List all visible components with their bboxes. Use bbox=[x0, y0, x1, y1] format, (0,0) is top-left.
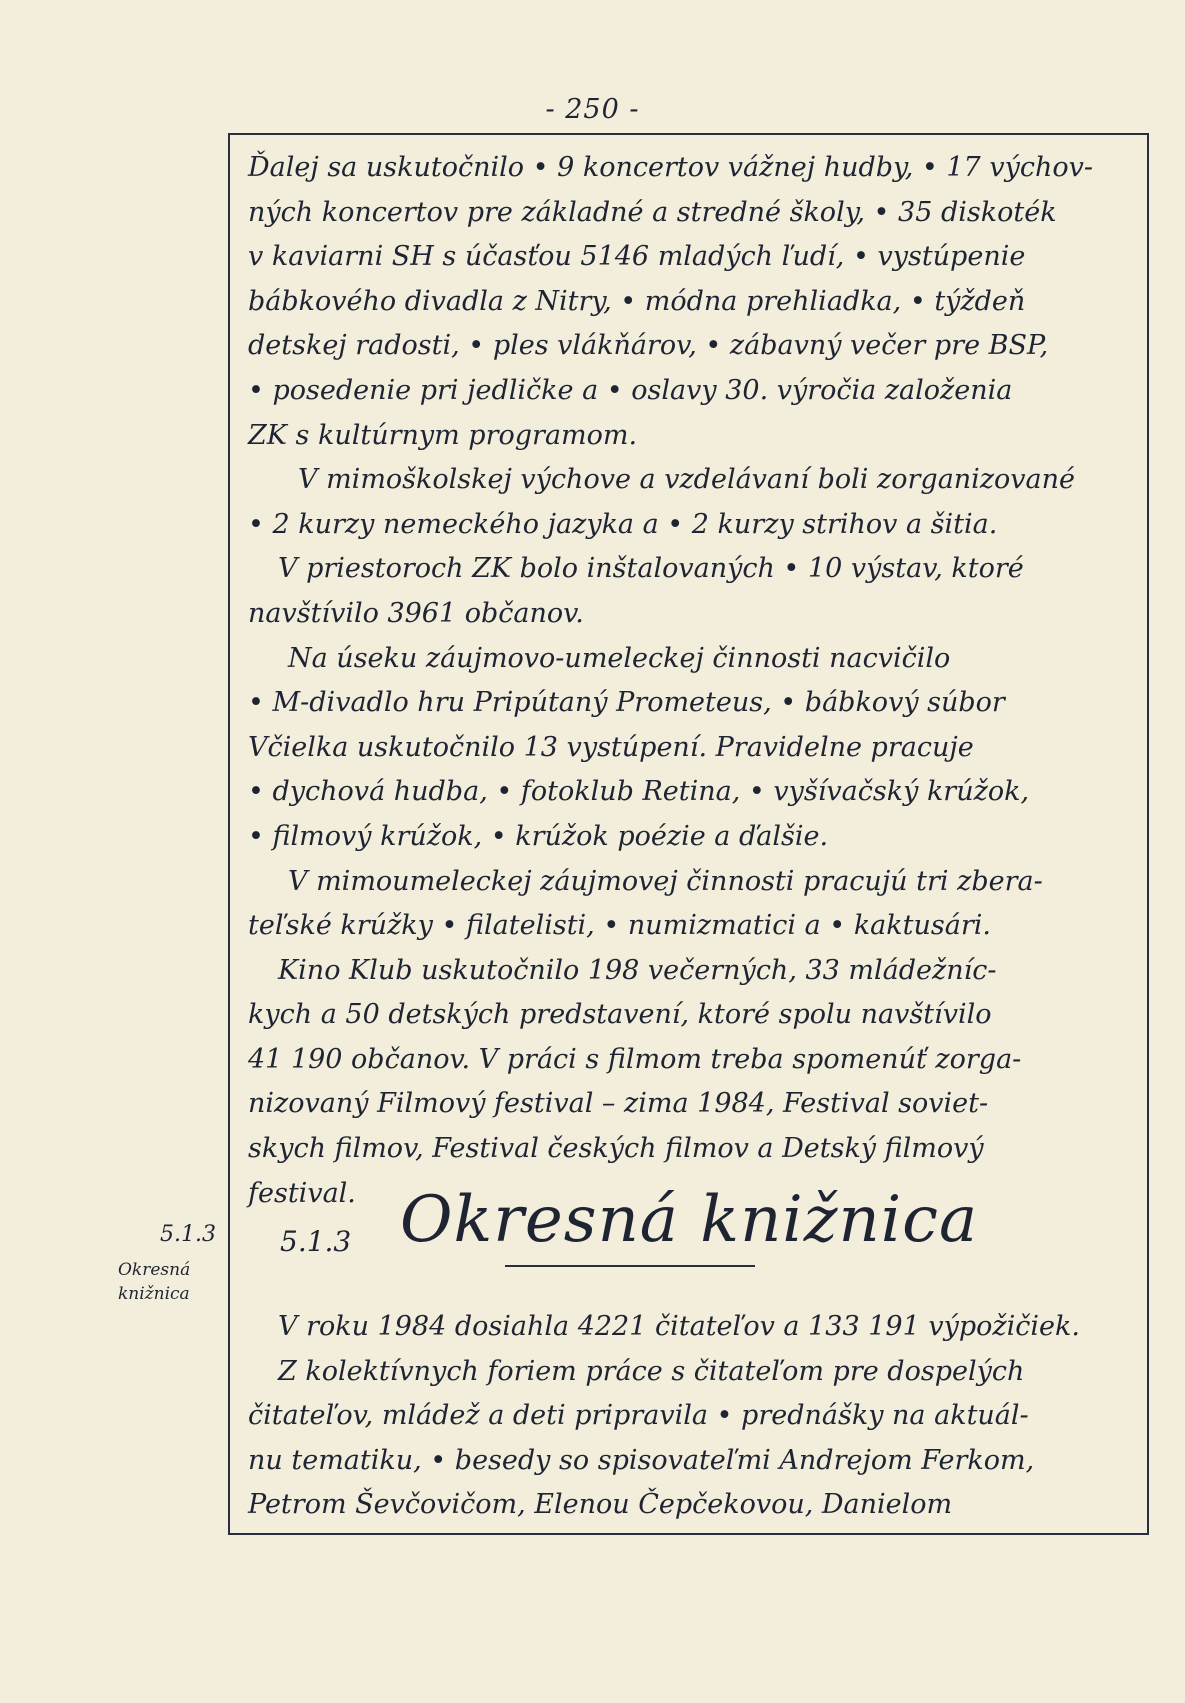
text-line: festival. bbox=[248, 1177, 356, 1209]
text-line: ných koncertov pre základné a stredné školy, • 35 diskoték bbox=[248, 196, 1057, 228]
text-line: nu tematiku, • besedy so spisovateľmi Andrejom Ferkom, bbox=[248, 1444, 1035, 1476]
text-line: Včielka uskutočnilo 13 vystúpení. Pravidelne pracuje bbox=[248, 731, 974, 763]
text-line: 41 190 občanov. V práci s filmom treba spomenúť zorga- bbox=[248, 1043, 1022, 1075]
text-line: V roku 1984 dosiahla 4221 čitateľov a 133 191 výpožičiek. bbox=[278, 1311, 1080, 1342]
text-line: kych a 50 detských predstavení, ktoré spolu navštívilo bbox=[248, 999, 992, 1031]
text-line: V priestoroch ZK bolo inštalovaných • 10 výstav, ktoré bbox=[278, 553, 1024, 585]
text-line: • posedenie pri jedličke a • oslavy 30. výročia založenia bbox=[248, 374, 1013, 406]
margin-label-line: Okresná bbox=[118, 1260, 191, 1280]
text-line: • dychová hudba, • fotoklub Retina, • vyšívačský krúžok, bbox=[248, 776, 1030, 808]
text-line: V mimoškolskej výchove a vzdelávaní boli zorganizované bbox=[298, 464, 1076, 496]
text-line: V mimoumeleckej záujmovej činnosti pracujú tri zbera- bbox=[288, 865, 1043, 897]
margin-section-label bbox=[118, 1258, 190, 1306]
section-title: Okresná knižnica bbox=[400, 1183, 979, 1257]
text-line: Kino Klub uskutočnilo 198 večerných, 33 mládežníc- bbox=[278, 954, 997, 986]
page-number: - 250 - bbox=[545, 94, 640, 125]
section-number: 5.1.3 bbox=[280, 1225, 352, 1258]
text-line: Z kolektívnych foriem práce s čitateľom pre dospelých bbox=[278, 1355, 1025, 1387]
text-line: Na úseku záujmovo-umeleckej činnosti nacvičilo bbox=[288, 642, 951, 674]
text-line: detskej radosti, • ples vlákňárov, • zábavný večer pre BSP, bbox=[248, 330, 1049, 362]
text-line: • 2 kurzy nemeckého jazyka a • 2 kurzy strihov a šitia. bbox=[248, 508, 998, 540]
margin-section-number: 5.1.3 bbox=[160, 1222, 216, 1247]
text-line: v kaviarni SH s účasťou 5146 mladých ľudí, • vystúpenie bbox=[248, 241, 1026, 273]
text-line: navštívilo 3961 občanov. bbox=[248, 597, 584, 629]
text-line: bábkového divadla z Nitry, • módna prehliadka, • týždeň bbox=[248, 285, 1026, 317]
text-line: ZK s kultúrnym programom. bbox=[248, 419, 638, 451]
text-line: skych filmov, Festival českých filmov a Detský filmový bbox=[248, 1133, 984, 1165]
text-line: nizovaný Filmový festival – zima 1984, Festival soviet- bbox=[248, 1088, 989, 1120]
text-line: Ďalej sa uskutočnilo • 9 koncertov vážnej hudby, • 17 výchov- bbox=[248, 152, 1093, 183]
text-line: • M-divadlo hru Pripútaný Prometeus, • bábkový súbor bbox=[248, 687, 1005, 719]
body-text bbox=[248, 146, 1138, 1216]
text-line: teľské krúžky • filatelisti, • numizmatici a • kaktusári. bbox=[248, 910, 991, 942]
text-line: Petrom Ševčovičom, Elenou Čepčekovou, Danielom bbox=[248, 1489, 953, 1521]
section-heading bbox=[280, 1183, 1140, 1273]
body-text-section bbox=[248, 1304, 1138, 1527]
margin-label-line: knižnica bbox=[118, 1284, 190, 1304]
text-line: čitateľov, mládež a deti pripravila • prednášky na aktuál- bbox=[248, 1400, 1029, 1432]
section-title-underline bbox=[505, 1265, 755, 1267]
text-line: • filmový krúžok, • krúžok poézie a ďalšie. bbox=[248, 820, 829, 852]
